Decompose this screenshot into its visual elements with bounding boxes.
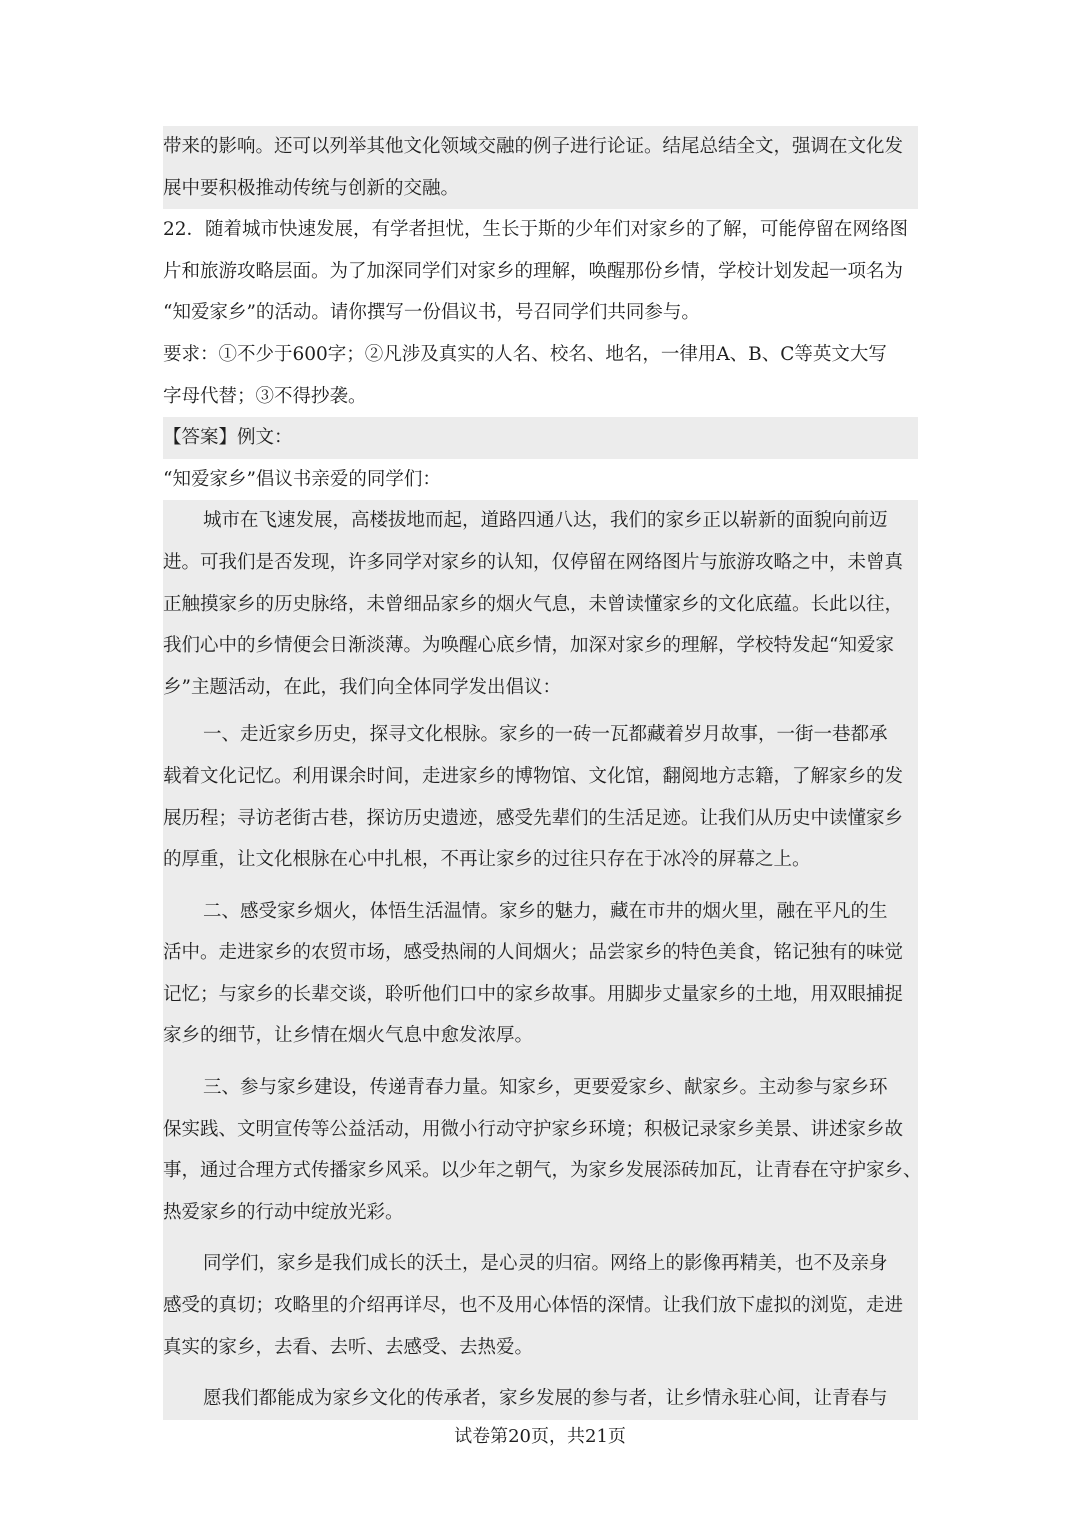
text-line: 的厚重，让文化根脉在心中扎根，不再让家乡的过往只存在于冰冷的屏幕之上。: [163, 839, 918, 881]
text-line: 二、感受家乡烟火，体悟生活温情。家乡的魅力，藏在市井的烟火里，融在平凡的生: [163, 891, 918, 933]
question-22: [163, 209, 918, 334]
text-line: 活中。走进家乡的农贸市场，感受热闹的人间烟火；品尝家乡的特色美食，铭记独有的味觉: [163, 932, 918, 974]
text-line: 字母代替；③不得抄袭。: [163, 385, 367, 407]
text-line: 同学们，家乡是我们成长的沃土，是心灵的归宿。网络上的影像再精美，也不及亲身: [163, 1243, 918, 1285]
text-line: 22．随着城市快速发展，有学者担忧，生长于斯的少年们对家乡的了解，可能停留在网络图: [163, 219, 909, 241]
text-line: 城市在飞速发展，高楼拔地而起，道路四通八达，我们的家乡正以崭新的面貌向前迈: [163, 500, 918, 542]
text-line: 一、走近家乡历史，探寻文化根脉。家乡的一砖一瓦都藏着岁月故事，一街一巷都承: [163, 714, 918, 756]
page-content: [163, 126, 922, 1420]
essay-paragraph-2: [163, 714, 918, 880]
text-line: 真实的家乡，去看、去听、去感受、去热爱。: [163, 1327, 918, 1369]
page-footer: 试卷第20页，共21页: [454, 1426, 626, 1447]
text-line: 展历程；寻访老街古巷，探访历史遗迹，感受先辈们的生活足迹。让我们从历史中读懂家乡: [163, 798, 918, 840]
text-line: 带来的影响。还可以列举其他文化领域交融的例子进行论证。结尾总结全文，强调在文化发: [163, 126, 918, 168]
text-line: 乡”主题活动，在此，我们向全体同学发出倡议：: [163, 667, 918, 709]
text-line: “知爱家乡”的活动。请你撰写一份倡议书，号召同学们共同参与。: [163, 302, 700, 324]
essay-paragraph-6: [163, 1378, 918, 1420]
text-line: 愿我们都能成为家乡文化的传承者，家乡发展的参与者，让乡情永驻心间，让青春与: [163, 1378, 918, 1420]
text-line: 要求：①不少于600字；②凡涉及真实的人名、校名、地名，一律用A、B、C等英文大写: [163, 343, 887, 365]
text-line: 三、参与家乡建设，传递青春力量。知家乡，更要爱家乡、献家乡。主动参与家乡环: [163, 1067, 918, 1109]
text-line: 载着文化记忆。利用课余时间，走进家乡的博物馆、文化馆，翻阅地方志籍，了解家乡的发: [163, 756, 918, 798]
text-line: 家乡的细节，让乡情在烟火气息中愈发浓厚。: [163, 1015, 918, 1057]
essay-paragraph-5: [163, 1243, 918, 1368]
answer-label: 【答案】例文：: [163, 417, 918, 459]
essay-paragraph-1: [163, 500, 918, 708]
text-line: 展中要积极推动传统与创新的交融。: [163, 168, 918, 210]
text-line: 保实践、文明宣传等公益活动，用微小行动守护家乡环境；积极记录家乡美景、讲述家乡故: [163, 1109, 918, 1151]
text-line: 进。可我们是否发现，许多同学对家乡的认知，仅停留在网络图片与旅游攻略之中，未曾真: [163, 542, 918, 584]
text-line: 正触摸家乡的历史脉络，未曾细品家乡的烟火气息，未曾读懂家乡的文化底蕴。长此以往，: [163, 584, 918, 626]
text-line: 我们心中的乡情便会日渐淡薄。为唤醒心底乡情，加深对家乡的理解，学校特发起“知爱家: [163, 625, 918, 667]
text-line: 事，通过合理方式传播家乡风采。以少年之朝气，为家乡发展添砖加瓦，让青春在守护家乡、: [163, 1150, 918, 1192]
text-line: 热爱家乡的行动中绽放光彩。: [163, 1192, 918, 1234]
text-line: 感受的真切；攻略里的介绍再详尽，也不及用心体悟的深情。让我们放下虚拟的浏览，走进: [163, 1285, 918, 1327]
previous-answer-tail: [163, 126, 918, 209]
essay-paragraph-4: [163, 1067, 922, 1233]
question-requirements: [163, 334, 918, 417]
text-line: 片和旅游攻略层面。为了加深同学们对家乡的理解，唤醒那份乡情，学校计划发起一项名为: [163, 260, 904, 282]
text-line: 记忆；与家乡的长辈交谈，聆听他们口中的家乡故事。用脚步丈量家乡的土地，用双眼捕捉: [163, 974, 918, 1016]
letter-header: “知爱家乡”倡议书亲爱的同学们：: [163, 468, 441, 490]
essay-paragraph-3: [163, 891, 918, 1057]
